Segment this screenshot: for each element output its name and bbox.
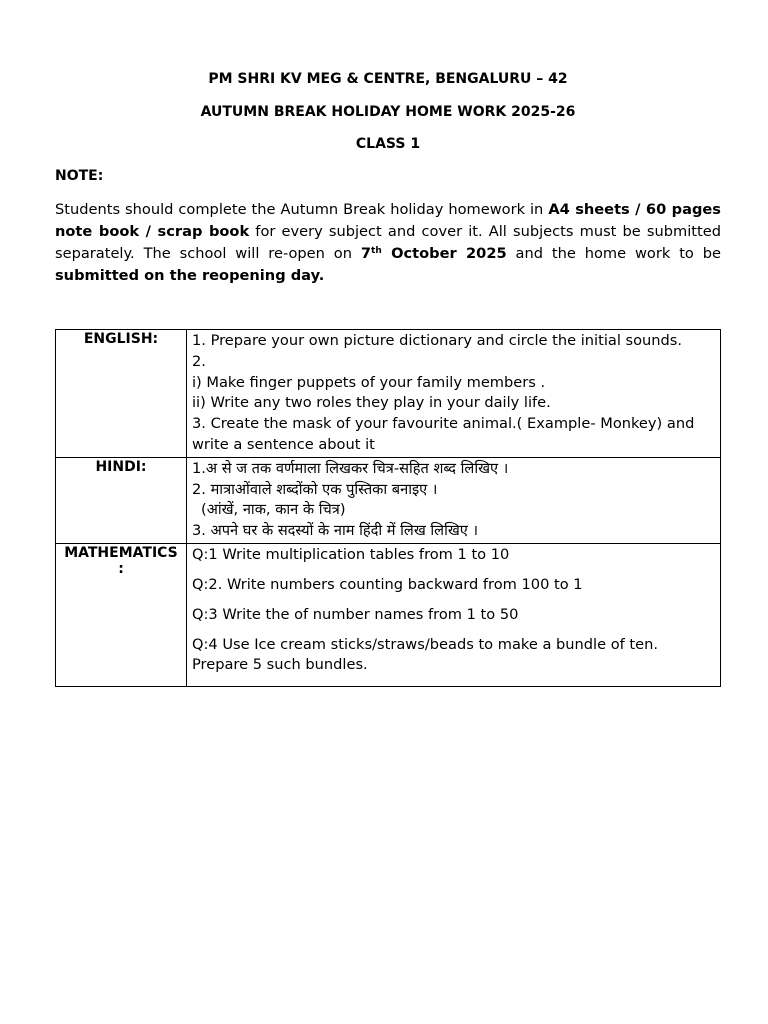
note-bold-materials: A4 sheets / 60 pages note book / scrap book [55, 201, 721, 240]
note-text-1: Students should complete the Autumn Break holiday homework in [55, 201, 549, 218]
note-bold-month: October 2025 [381, 245, 507, 262]
note-bold-submit: submitted on the reopening day. [55, 267, 325, 284]
note-text-3: and the home work to be [506, 245, 721, 262]
homework-table [55, 329, 721, 687]
subject-maths-label: MATHEMATICS [64, 544, 178, 561]
maths-task-1: Q:1 Write multiplication tables from 1 to 10 [192, 545, 510, 563]
note-paragraph [55, 199, 721, 287]
table-row-english [56, 330, 721, 458]
english-tasks [187, 330, 721, 458]
subject-maths [56, 543, 187, 686]
hindi-task-2-note: (आंखें, नाक, कान के चित्र) [201, 501, 346, 519]
english-task-1: 1. Prepare your own picture dictionary and circle the initial sounds. [192, 332, 683, 349]
maths-task-3: Q:3 Write the of number names from 1 to 50 [192, 605, 519, 623]
note-sup-th: th [371, 246, 382, 256]
maths-task-2: Q:2. Write numbers counting backward from 100 to 1 [192, 575, 583, 593]
maths-task-4: Q:4 Use Ice cream sticks/straws/beads to make a bundle of ten. Prepare 5 such bundles. [192, 635, 659, 673]
document-title: AUTUMN BREAK HOLIDAY HOME WORK 2025-26 [200, 104, 576, 120]
class-label: CLASS 1 [355, 136, 421, 152]
note-label: NOTE: [55, 168, 104, 184]
subject-maths-colon: : [118, 560, 124, 577]
maths-tasks [187, 543, 721, 686]
subject-hindi: HINDI: [56, 457, 187, 543]
note-text-2: for every subject and cover it. All subjects must be submitted separately. The school will re-open on [55, 223, 721, 262]
school-name: PM SHRI KV MEG & CENTRE, BENGALURU – 42 [208, 71, 568, 87]
note-bold-day: 7 [360, 245, 372, 262]
hindi-task-3: 3. अपने घर के सदस्यों के नाम हिंदी में लिख लिखिए । [192, 522, 479, 540]
table-row-maths [56, 543, 721, 686]
hindi-task-2: 2. मात्राओंवाले शब्दोंको एक पुस्तिका बनाइए । [192, 480, 438, 498]
english-task-3: 3. Create the mask of your favourite animal.( Example- Monkey) and write a sentence about it [192, 415, 695, 453]
english-task-2b: ii) Write any two roles they play in your daily life. [192, 394, 551, 412]
hindi-task-1: 1.अ से ज तक वर्णमाला लिखकर चित्र-सहित शब्द लिखिए । [192, 459, 509, 477]
subject-english: ENGLISH: [56, 330, 187, 458]
hindi-tasks [187, 457, 721, 543]
english-task-2a: i) Make finger puppets of your family members . [192, 373, 546, 391]
table-row-hindi [56, 457, 721, 543]
english-task-2: 2. [192, 352, 206, 370]
